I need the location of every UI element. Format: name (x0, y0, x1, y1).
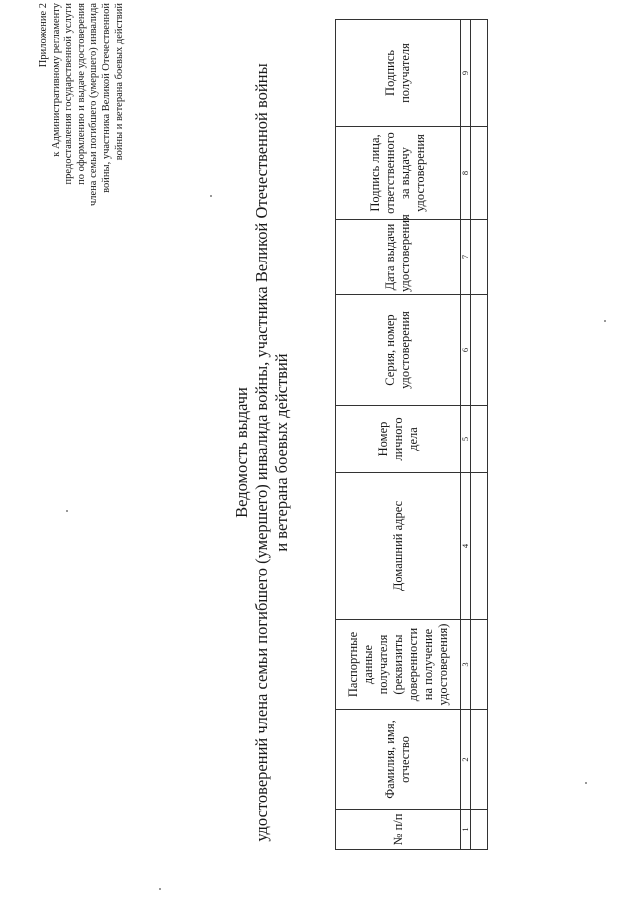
table-cell (471, 810, 488, 850)
appendix-line: к Административному регламенту (50, 3, 62, 157)
column-number: 9 (461, 20, 471, 127)
column-number-row (461, 20, 471, 850)
title-line: удостоверений члена семьи погибшего (умершего) инвалида войны, участника Великой Отечественной войны (252, 63, 271, 842)
table-cell (471, 710, 488, 810)
table-cell (471, 20, 488, 127)
column-number: 7 (461, 220, 471, 295)
column-number: 6 (461, 295, 471, 406)
appendix-line: Приложение 2 (38, 3, 49, 68)
header-cell-issuer-signature: Подпись лица, ответственного за выдачу удостоверения (336, 127, 461, 220)
header-cell-full-name: Фамилия, имя, отчество (336, 710, 461, 810)
header-cell-number: № п/п (336, 810, 461, 850)
scan-speck (604, 320, 606, 322)
appendix-line: войны и ветерана боевых действий (113, 3, 125, 161)
table-cell (471, 295, 488, 406)
column-number: 8 (461, 127, 471, 220)
appendix-line: войны, участника Великой Отечественной (100, 3, 112, 193)
scan-speck (159, 888, 161, 890)
scan-speck (585, 782, 587, 784)
header-cell-passport: Паспортные данные получателя (реквизиты доверенности на получение удостоверения) (336, 620, 461, 710)
table-row (471, 20, 488, 850)
table-cell (471, 127, 488, 220)
column-number: 2 (461, 710, 471, 810)
table-cell (471, 220, 488, 295)
scan-speck (210, 195, 212, 197)
column-number: 1 (461, 810, 471, 850)
table-cell (471, 406, 488, 473)
document-title (232, 40, 292, 865)
column-number: 5 (461, 406, 471, 473)
header-cell-certificate-number: Серия, номер удостоверения (336, 295, 461, 406)
appendix-line: предоставления государственной услуги (63, 3, 75, 185)
header-cell-file-number: Номер личного дела (336, 406, 461, 473)
column-number: 4 (461, 473, 471, 620)
title-line: и ветерана боевых действий (272, 353, 291, 552)
appendix-line: по оформлению и выдаче удостоверения (75, 3, 87, 185)
header-cell-address: Домашний адрес (336, 473, 461, 620)
header-cell-issue-date: Дата выдачи удостоверения (336, 220, 461, 295)
title-line: Ведомость выдачи (232, 387, 251, 518)
header-cell-recipient-signature: Подпись получателя (336, 20, 461, 127)
scan-speck (66, 510, 68, 512)
table-cell (471, 473, 488, 620)
column-number: 3 (461, 620, 471, 710)
appendix-line: члена семьи погибшего (умершего) инвалида (88, 3, 100, 207)
appendix-note (38, 3, 126, 213)
issuance-register-table (335, 19, 488, 850)
table-cell (471, 620, 488, 710)
